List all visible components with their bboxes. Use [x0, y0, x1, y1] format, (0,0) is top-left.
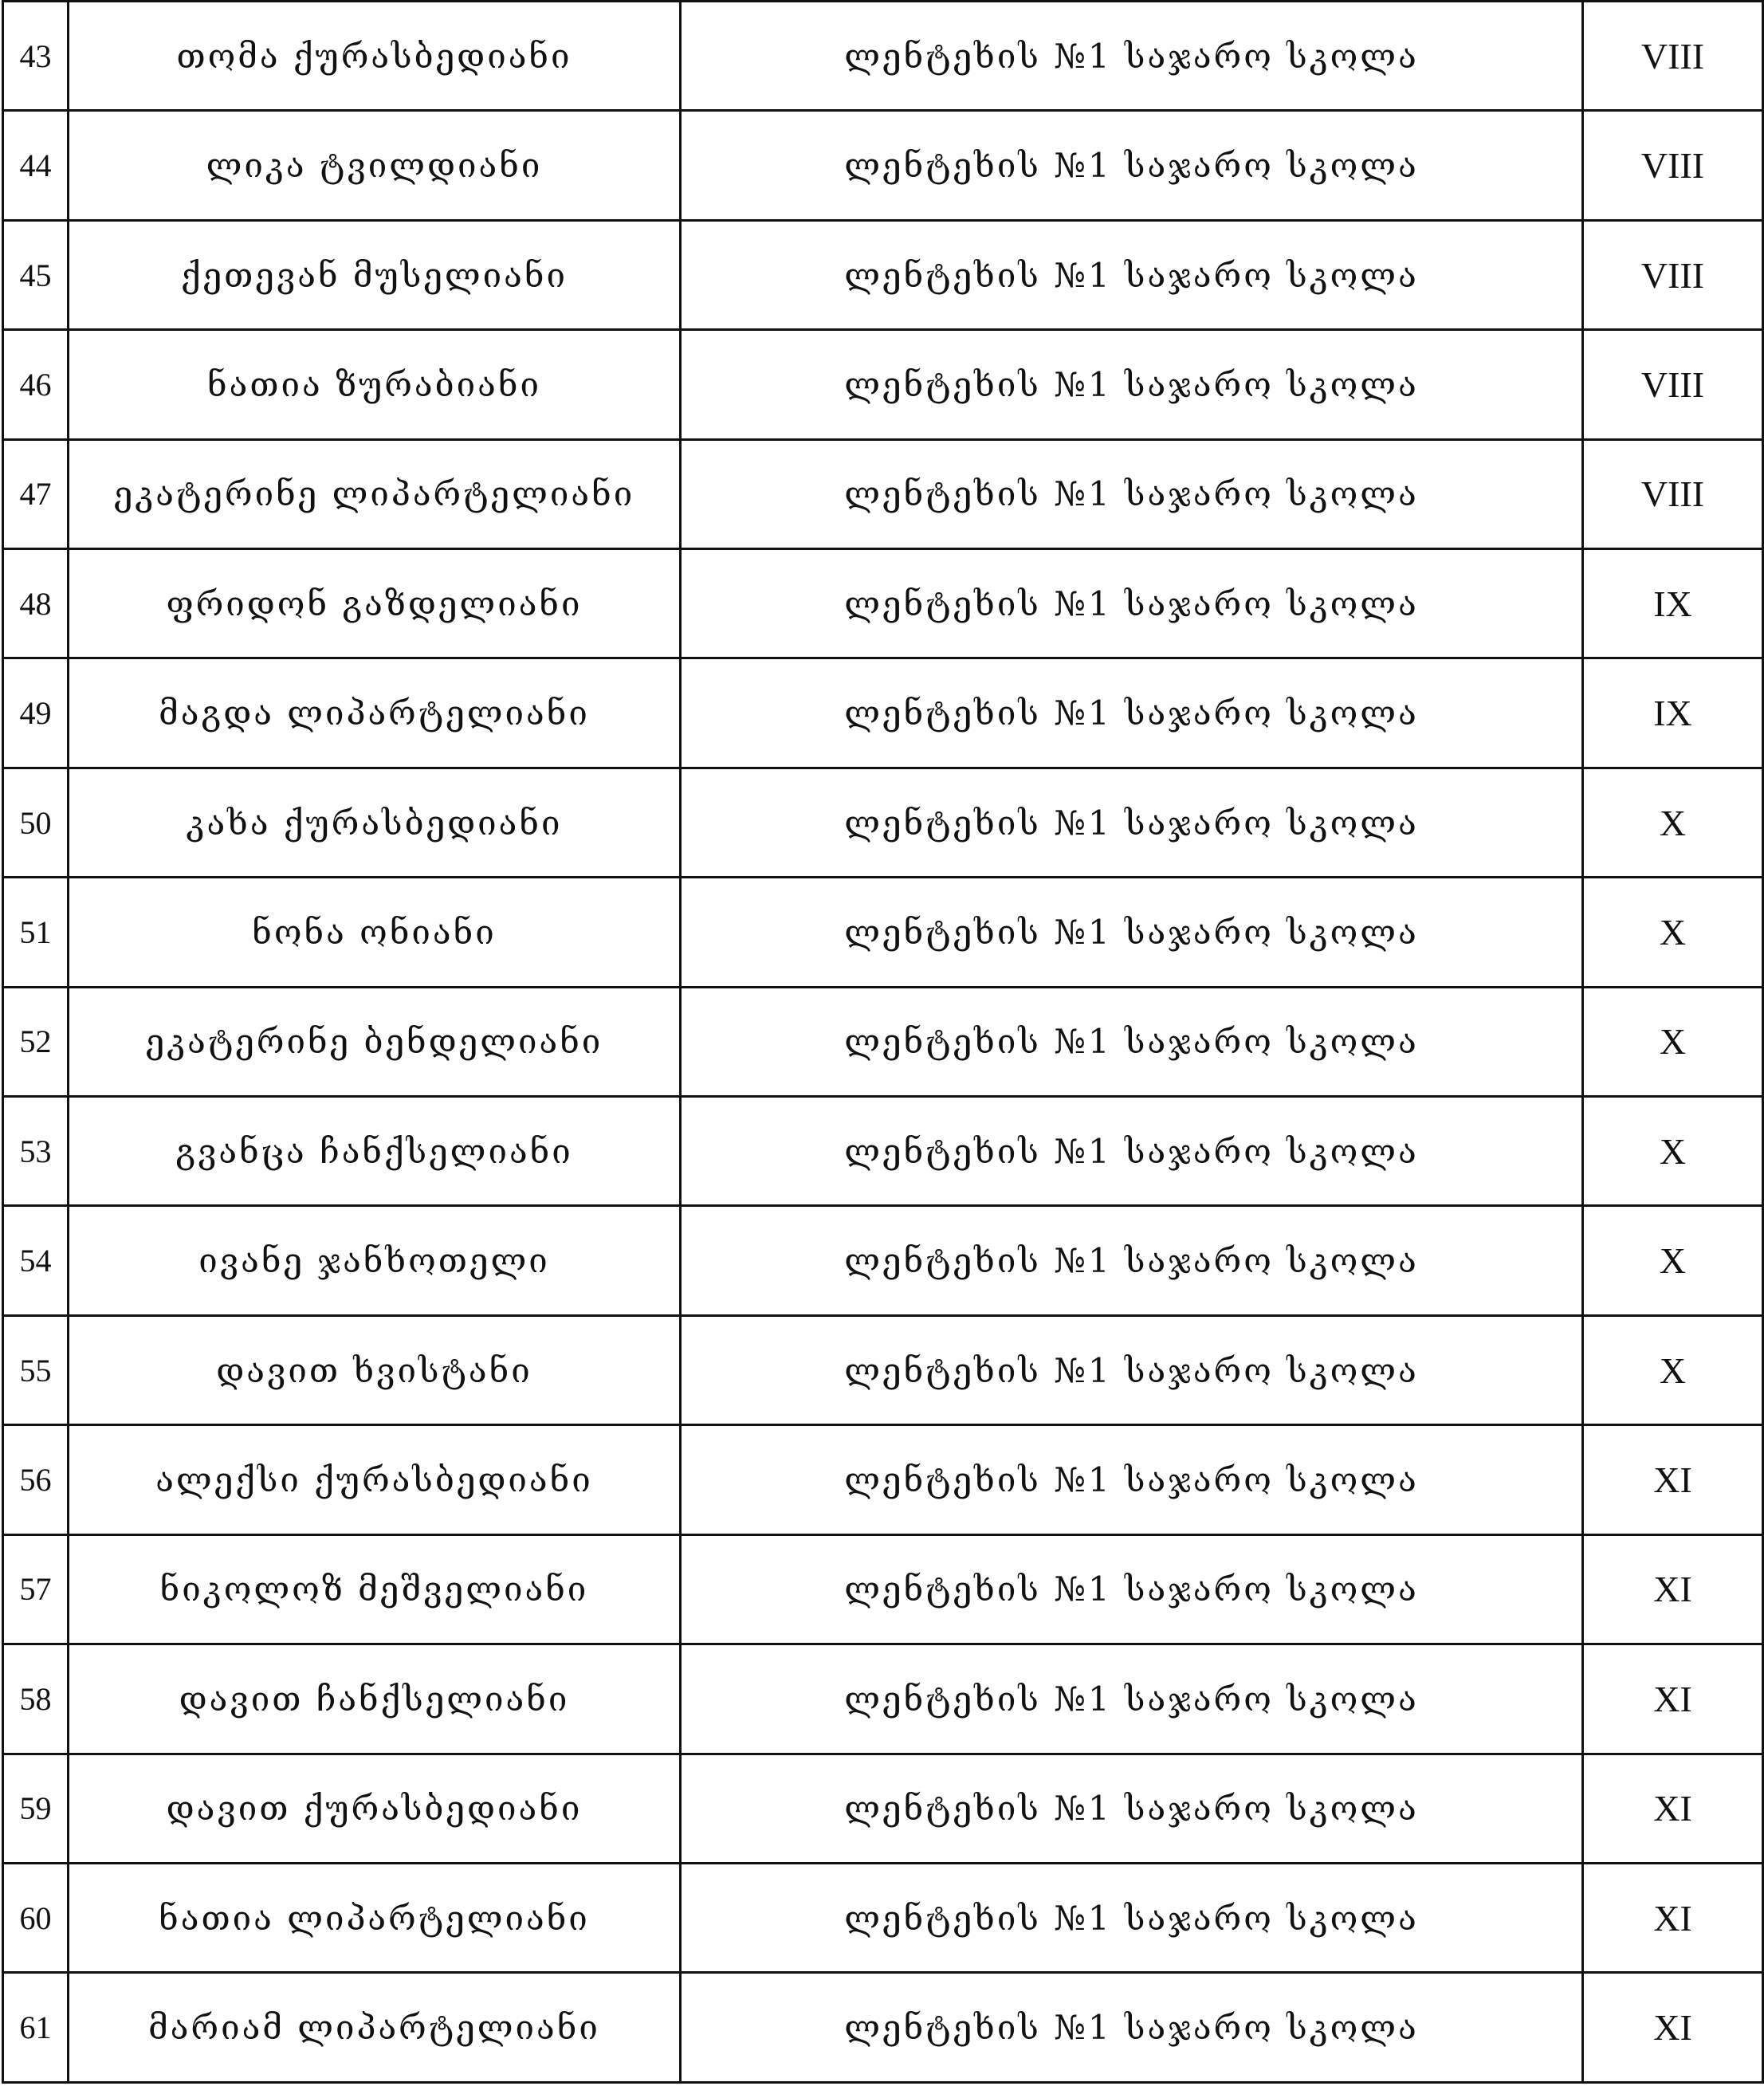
grade-cell: VIII: [1583, 111, 1763, 220]
student-name-cell: დავით ხვისტანი: [69, 1315, 681, 1424]
table-row: [3, 878, 1763, 987]
grade-cell: X: [1583, 1315, 1763, 1424]
table-row: [3, 549, 1763, 658]
student-name-cell: ნიკოლოზ მეშველიანი: [69, 1534, 681, 1644]
grade-cell: VIII: [1583, 220, 1763, 329]
row-number-cell: 45: [3, 220, 69, 329]
row-number-cell: 49: [3, 658, 69, 768]
student-name-cell: ნათია ზურაბიანი: [69, 330, 681, 439]
grade-cell: X: [1583, 1097, 1763, 1206]
school-name-cell: ლენტეხის №1 საჯარო სკოლა: [681, 658, 1583, 768]
row-number-cell: 48: [3, 549, 69, 658]
table-row: [3, 2, 1763, 111]
school-name-cell: ლენტეხის №1 საჯარო სკოლა: [681, 2, 1583, 111]
school-name-cell: ლენტეხის №1 საჯარო სკოლა: [681, 768, 1583, 877]
student-name-cell: ივანე ჯანხოთელი: [69, 1206, 681, 1315]
student-name-cell: კახა ქურასბედიანი: [69, 768, 681, 877]
table-row: [3, 1863, 1763, 1972]
row-number-cell: 44: [3, 111, 69, 220]
school-name-cell: ლენტეხის №1 საჯარო სკოლა: [681, 1534, 1583, 1644]
student-name-cell: ეკატერინე ლიპარტელიანი: [69, 439, 681, 548]
students-table-body: [3, 2, 1763, 2083]
table-row: [3, 1534, 1763, 1644]
student-name-cell: ნათია ლიპარტელიანი: [69, 1863, 681, 1972]
school-name-cell: ლენტეხის №1 საჯარო სკოლა: [681, 1206, 1583, 1315]
grade-cell: IX: [1583, 658, 1763, 768]
row-number-cell: 47: [3, 439, 69, 548]
student-name-cell: ნონა ონიანი: [69, 878, 681, 987]
table-row: [3, 330, 1763, 439]
row-number-cell: 43: [3, 2, 69, 111]
student-name-cell: გვანცა ჩანქსელიანი: [69, 1097, 681, 1206]
table-row: [3, 1206, 1763, 1315]
student-name-cell: მარიამ ლიპარტელიანი: [69, 1973, 681, 2083]
school-name-cell: ლენტეხის №1 საჯარო სკოლა: [681, 549, 1583, 658]
grade-cell: X: [1583, 768, 1763, 877]
table-row: [3, 439, 1763, 548]
row-number-cell: 55: [3, 1315, 69, 1424]
student-name-cell: ქეთევან მუსელიანი: [69, 220, 681, 329]
grade-cell: XI: [1583, 1863, 1763, 1972]
school-name-cell: ლენტეხის №1 საჯარო სკოლა: [681, 330, 1583, 439]
row-number-cell: 59: [3, 1754, 69, 1863]
school-name-cell: ლენტეხის №1 საჯარო სკოლა: [681, 439, 1583, 548]
school-name-cell: ლენტეხის №1 საჯარო სკოლა: [681, 1097, 1583, 1206]
table-row: [3, 220, 1763, 329]
table-row: [3, 1425, 1763, 1534]
student-name-cell: ფრიდონ გაზდელიანი: [69, 549, 681, 658]
grade-cell: XI: [1583, 1425, 1763, 1534]
school-name-cell: ლენტეხის №1 საჯარო სკოლა: [681, 1425, 1583, 1534]
grade-cell: VIII: [1583, 330, 1763, 439]
row-number-cell: 50: [3, 768, 69, 877]
school-name-cell: ლენტეხის №1 საჯარო სკოლა: [681, 987, 1583, 1096]
student-name-cell: დავით ჩანქსელიანი: [69, 1644, 681, 1754]
row-number-cell: 58: [3, 1644, 69, 1754]
row-number-cell: 60: [3, 1863, 69, 1972]
grade-cell: IX: [1583, 549, 1763, 658]
row-number-cell: 56: [3, 1425, 69, 1534]
table-row: [3, 111, 1763, 220]
table-row: [3, 987, 1763, 1096]
table-row: [3, 768, 1763, 877]
school-name-cell: ლენტეხის №1 საჯარო სკოლა: [681, 878, 1583, 987]
table-row: [3, 1644, 1763, 1754]
grade-cell: XI: [1583, 1534, 1763, 1644]
school-name-cell: ლენტეხის №1 საჯარო სკოლა: [681, 1644, 1583, 1754]
table-row: [3, 1097, 1763, 1206]
grade-cell: XI: [1583, 1754, 1763, 1863]
grade-cell: XI: [1583, 1644, 1763, 1754]
grade-cell: VIII: [1583, 2, 1763, 111]
row-number-cell: 46: [3, 330, 69, 439]
table-row: [3, 1973, 1763, 2083]
school-name-cell: ლენტეხის №1 საჯარო სკოლა: [681, 111, 1583, 220]
students-table: [2, 0, 1764, 2084]
grade-cell: XI: [1583, 1973, 1763, 2083]
student-name-cell: ეკატერინე ბენდელიანი: [69, 987, 681, 1096]
row-number-cell: 53: [3, 1097, 69, 1206]
row-number-cell: 52: [3, 987, 69, 1096]
table-row: [3, 1754, 1763, 1863]
row-number-cell: 57: [3, 1534, 69, 1644]
student-name-cell: ლიკა ტვილდიანი: [69, 111, 681, 220]
grade-cell: X: [1583, 987, 1763, 1096]
student-name-cell: თომა ქურასბედიანი: [69, 2, 681, 111]
student-name-cell: მაგდა ლიპარტელიანი: [69, 658, 681, 768]
student-name-cell: დავით ქურასბედიანი: [69, 1754, 681, 1863]
school-name-cell: ლენტეხის №1 საჯარო სკოლა: [681, 1754, 1583, 1863]
row-number-cell: 51: [3, 878, 69, 987]
school-name-cell: ლენტეხის №1 საჯარო სკოლა: [681, 1973, 1583, 2083]
school-name-cell: ლენტეხის №1 საჯარო სკოლა: [681, 220, 1583, 329]
grade-cell: X: [1583, 1206, 1763, 1315]
grade-cell: VIII: [1583, 439, 1763, 548]
student-name-cell: ალექსი ქურასბედიანი: [69, 1425, 681, 1534]
row-number-cell: 61: [3, 1973, 69, 2083]
row-number-cell: 54: [3, 1206, 69, 1315]
school-name-cell: ლენტეხის №1 საჯარო სკოლა: [681, 1863, 1583, 1972]
table-row: [3, 1315, 1763, 1424]
grade-cell: X: [1583, 878, 1763, 987]
table-row: [3, 658, 1763, 768]
school-name-cell: ლენტეხის №1 საჯარო სკოლა: [681, 1315, 1583, 1424]
